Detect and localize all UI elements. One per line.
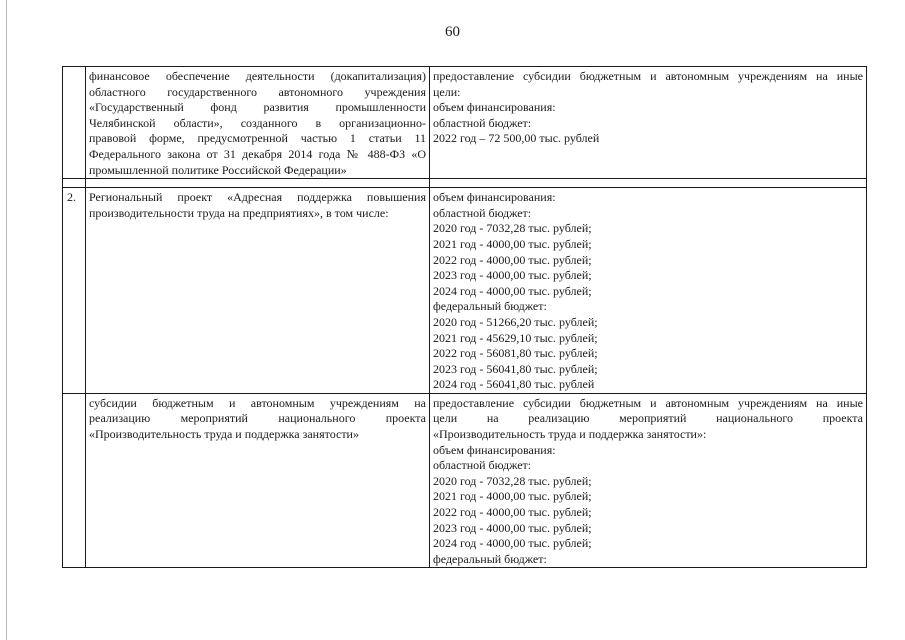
result-line: 2022 год – 72 500,00 тыс. рублей	[433, 131, 600, 146]
row-name-cell	[86, 393, 430, 568]
result-line: областной бюджет:	[433, 115, 532, 130]
row-number	[63, 393, 86, 568]
separator-cell	[430, 179, 867, 188]
name-line: реализацию мероприятий национального проекта	[89, 411, 426, 426]
name-line: Региональный проект «Адресная поддержка повышения	[89, 190, 426, 205]
separator-cell	[86, 179, 430, 188]
row-number: 2.	[63, 188, 86, 394]
row-separator	[63, 179, 867, 188]
name-line: правовой форме, предусмотренной частью 1 статьи 11	[89, 131, 426, 146]
row-number	[63, 67, 86, 179]
name-line: финансовое обеспечение деятельности (докапитализация)	[89, 69, 426, 83]
result-line: федеральный бюджет:	[433, 299, 547, 314]
table-row	[63, 67, 867, 179]
budget-table	[62, 66, 867, 568]
result-line: 2023 год - 56041,80 тыс. рублей;	[433, 361, 598, 376]
row-result-cell	[430, 67, 867, 179]
row-result-cell	[430, 188, 867, 394]
result-line: 2024 год - 4000,00 тыс. рублей;	[433, 283, 592, 298]
result-line: 2021 год - 4000,00 тыс. рублей;	[433, 236, 592, 251]
result-line: 2020 год - 7032,28 тыс. рублей;	[433, 221, 592, 236]
name-line-last: промышленной политике Российской Федерации»	[89, 162, 347, 177]
result-line: 2023 год - 4000,00 тыс. рублей;	[433, 268, 592, 283]
result-line: 2020 год - 51266,20 тыс. рублей;	[433, 314, 598, 329]
result-line: предоставление субсидии бюджетным и автономным учреждениям на иные	[433, 395, 863, 410]
name-line-last: производительности труда на предприятиях», в том числе:	[89, 205, 389, 220]
result-line: 2020 год - 7032,28 тыс. рублей;	[433, 473, 592, 488]
name-line: Челябинской области», созданного в организационно-	[89, 115, 426, 130]
result-line: «Производительность труда и поддержка занятости»:	[433, 427, 707, 442]
result-line: цели:	[433, 84, 461, 99]
result-line: объем финансирования:	[433, 100, 556, 115]
name-line: субсидии бюджетным и автономным учреждениям на	[89, 395, 426, 410]
result-line: 2024 год - 4000,00 тыс. рублей;	[433, 536, 592, 551]
result-line: 2024 год - 56041,80 тыс. рублей	[433, 377, 595, 392]
page-number: 60	[445, 24, 460, 40]
name-line: Федерального закона от 31 декабря 2014 года № 488-ФЗ «О	[89, 146, 426, 161]
row-name-cell	[86, 188, 430, 394]
name-line: «Государственный фонд развития промышленности	[89, 100, 426, 115]
result-line: 2022 год - 4000,00 тыс. рублей;	[433, 252, 592, 267]
result-line: областной бюджет:	[433, 458, 532, 473]
page-edge-line	[6, 0, 7, 640]
budget-table-body	[63, 67, 867, 568]
result-line: 2022 год - 56081,80 тыс. рублей;	[433, 346, 598, 361]
result-line: объем финансирования:	[433, 442, 556, 457]
row-name-cell	[86, 67, 430, 179]
result-line: областной бюджет:	[433, 205, 532, 220]
table-row	[63, 188, 867, 394]
result-line: объем финансирования:	[433, 190, 556, 205]
result-line: 2021 год - 4000,00 тыс. рублей;	[433, 489, 592, 504]
result-line: федеральный бюджет:	[433, 551, 547, 566]
name-line-last: «Производительность труда и поддержка занятости»	[89, 427, 359, 442]
result-line: 2021 год - 45629,10 тыс. рублей;	[433, 330, 598, 345]
row-result-cell	[430, 393, 867, 568]
separator-cell	[63, 179, 86, 188]
result-line: цели на реализацию мероприятий национального проекта	[433, 411, 863, 426]
table-row	[63, 393, 867, 568]
name-line: областного государственного автономного учреждения	[89, 84, 426, 99]
result-line: 2023 год - 4000,00 тыс. рублей;	[433, 520, 592, 535]
result-line: предоставление субсидии бюджетным и автономным учреждениям на иные	[433, 69, 863, 83]
result-line: 2022 год - 4000,00 тыс. рублей;	[433, 505, 592, 520]
